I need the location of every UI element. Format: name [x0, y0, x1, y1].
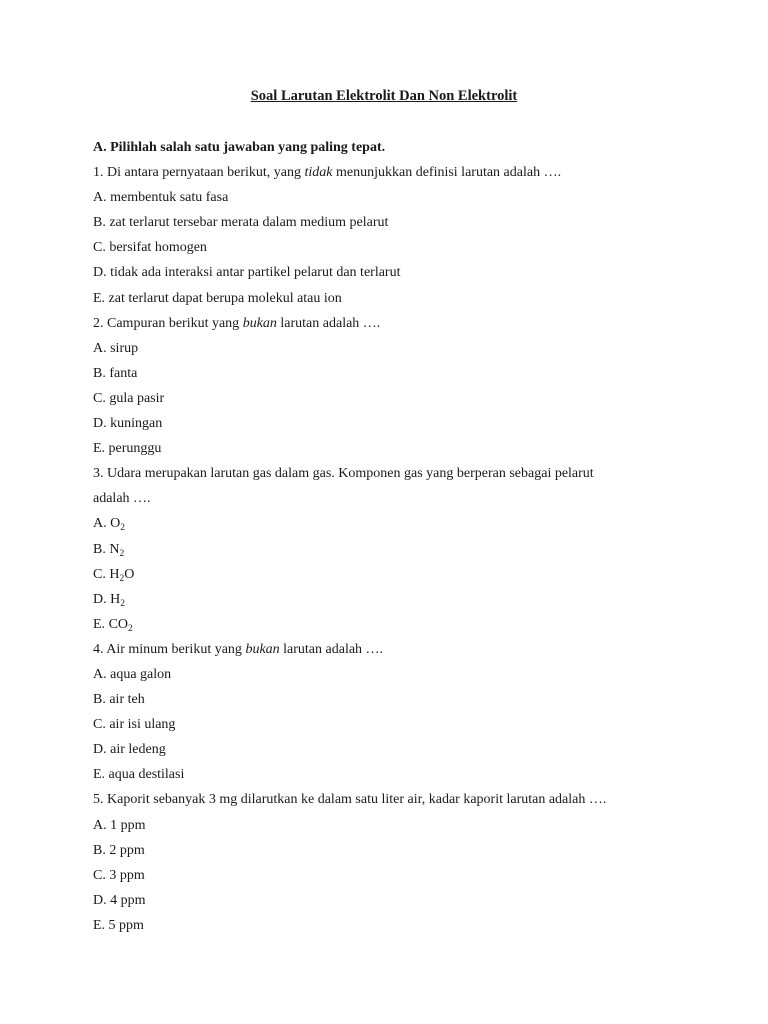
option-4a: A. aqua galon	[93, 666, 172, 682]
option-5c: C. 3 ppm	[93, 867, 145, 883]
option-1b: B. zat terlarut tersebar merata dalam medium pelarut	[93, 215, 389, 231]
option-1e: E. zat terlarut dapat berupa molekul atau ion	[93, 290, 342, 306]
option-2b: B. fanta	[93, 365, 138, 381]
option-4e: E. aqua destilasi	[93, 767, 185, 783]
question-text-end: larutan adalah ….	[276, 315, 381, 331]
question-number: 4.	[93, 641, 104, 657]
question-3-line-1: 3. Udara merupakan larutan gas dalam gas. Komponen gas yang berperan sebagai pelarut	[93, 466, 594, 482]
question-text-end: larutan adalah ….	[279, 641, 384, 657]
option-2e: E. perunggu	[93, 441, 162, 457]
option-2d: D. kuningan	[93, 416, 163, 432]
option-1d: D. tidak ada interaksi antar partikel pelarut dan terlarut	[93, 265, 401, 281]
option-3e: E. $CO_2$	[93, 616, 133, 634]
option-1c: C. bersifat homogen	[93, 240, 207, 256]
document-title: Soal Larutan Elektrolit Dan Non Elektrolit	[250, 88, 518, 104]
section-heading: A. Pilihlah salah satu jawaban yang paling tepat.	[93, 140, 386, 155]
question-number: 2.	[93, 315, 104, 331]
question-number: 1.	[93, 165, 104, 181]
option-5e: E. 5 ppm	[93, 917, 144, 933]
option-4d: D. air ledeng	[93, 742, 166, 758]
question-emphasis: bukan	[245, 641, 280, 657]
question-3-line-2: adalah ….	[93, 491, 151, 507]
question-text: Campuran berikut yang	[103, 315, 243, 331]
question-2	[93, 311, 683, 336]
option-5a: A. 1 ppm	[93, 817, 146, 833]
option-5b: B. 2 ppm	[93, 842, 145, 858]
question-emphasis: tidak	[304, 165, 333, 181]
question-list	[93, 135, 683, 938]
question-5: 5. Kaporit sebanyak 3 mg dilarutkan ke dalam satu liter air, kadar kaporit larutan adalah ….	[93, 792, 607, 808]
option-3b: B. $N_2$	[93, 541, 125, 559]
question-4	[93, 637, 683, 662]
option-5d: D. 4 ppm	[93, 892, 146, 908]
option-3d: D. $H_2$	[93, 591, 125, 609]
option-2c: C. gula pasir	[93, 390, 165, 406]
option-2a: A. sirup	[93, 340, 139, 356]
question-emphasis: bukan	[242, 315, 277, 331]
option-4c: C. air isi ulang	[93, 717, 176, 733]
question-text-end: menunjukkan definisi larutan adalah ….	[332, 165, 562, 181]
option-3c: C. $H_2O$	[93, 566, 135, 584]
question-1	[93, 160, 683, 185]
question-text: Air minum berikut yang	[103, 641, 246, 657]
option-1a: A. membentuk satu fasa	[93, 190, 229, 206]
option-4b: B. air teh	[93, 692, 145, 708]
option-3a: A. $O_2$	[93, 516, 125, 534]
question-text: Di antara pernyataan berikut, yang	[103, 165, 305, 181]
